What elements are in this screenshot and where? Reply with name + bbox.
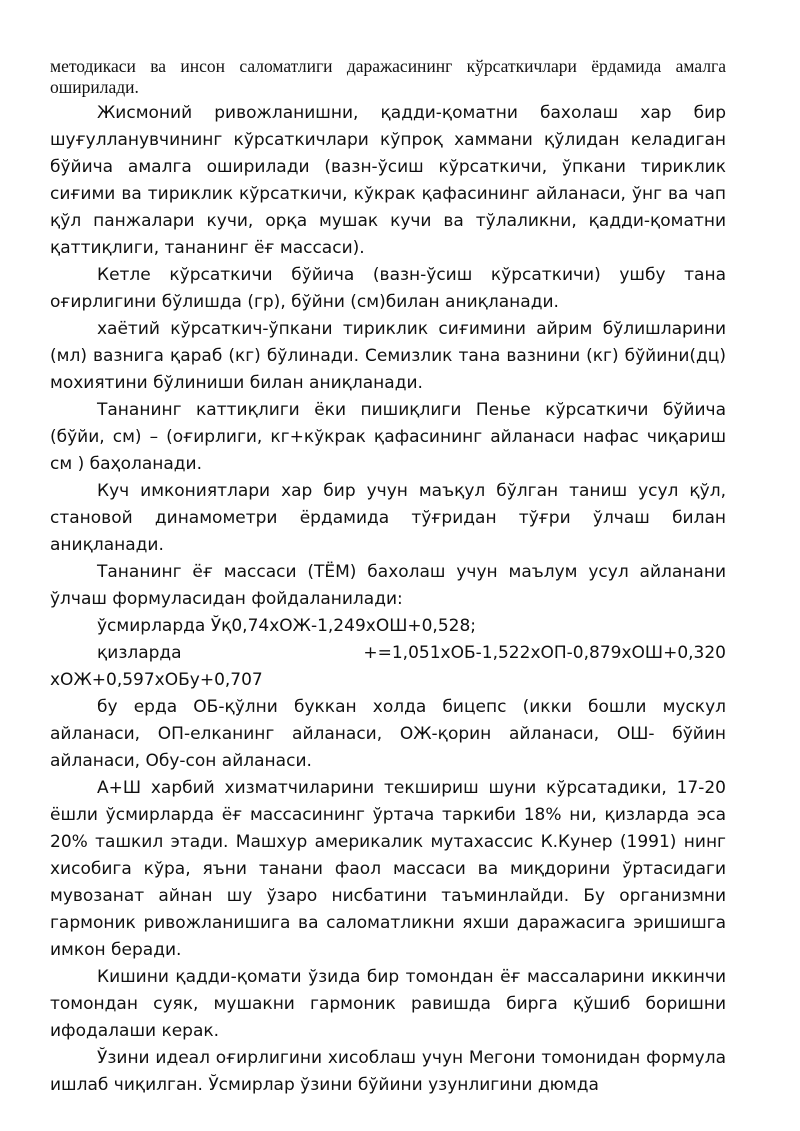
paragraph: Жисмоний ривожланишни, қадди-қоматни бахолаш хар бир шуғулланувчининг кўрсаткичлари кўпроқ хаммани қўлидан келадиган бўйича амалга оширилади (вазн-ўсиш кўрсаткичи, ўпкани тириклик сиғими ва тириклик кўрсаткичи, кўкрак қафасининг айланаси, ўнг ва чап қўл панжалари кучи, орқа мушак кучи ва тўлаликни, қадди-қоматни қаттиқлиги, тананинг ёғ массаси). [50, 103, 726, 258]
paragraph: Ўзини идеал оғирлигини хисоблаш учун Мегони томонидан формула ишлаб чиқилган. Ўсмирлар ўзини бўйини узунлигини дюмда [50, 1048, 726, 1095]
formula-girls: қизларда +=1,051хОБ-1,522хОП-0,879хОШ+0,320 хОЖ+0,597хОБу+0,707 [50, 643, 726, 690]
paragraph: Кетле кўрсаткичи бўйича (вазн-ўсиш кўрсаткичи) ушбу тана оғирлигини бўлишда (гр), бўйни (см)билан аниқланади. [50, 265, 726, 312]
paragraph: Кишини қадди-қомати ўзида бир томондан ёғ массаларини иккинчи томондан суяк, мушакни гармоник равишда бирга қўшиб боришни ифодалаши керак. [50, 967, 726, 1041]
paragraph: Тананинг каттиқлиги ёки пишиқлиги Пенье кўрсаткичи бўйича (бўйи, см) – (оғирлиги, кг+кўкрак қафасининг айланаси нафас чиқариш см ) баҳоланади. [50, 400, 726, 474]
lead-text: методикаси ва инсон саломатлиги даражасининг кўрсаткичлари ёрдамида амалга оширилади. [50, 56, 726, 97]
document-body [50, 100, 726, 1099]
formula-boys: ўсмирларда Ўқ0,74хОЖ-1,249хОШ+0,528; [97, 616, 477, 636]
paragraph: А+Ш харбий хизматчиларини текшириш шуни кўрсатадики, 17-20 ёшли ўсмирларда ёғ массасининг ўртача таркиби 18% ни, қизларда эса 20% ташкил этади. Машхур америкалик мутахассис К.Кунер (1991) нинг хисобига кўра, яъни танани фаол массаси ва миқдорини ўртасидаги мувозанат айнан шу ўзаро нисбатини таъминлайди. Бу организмни гармоник ривожланишига ва саломатликни яхши даражасига эришишга имкон беради. [50, 778, 726, 960]
paragraph: хаётий кўрсаткич-ўпкани тириклик сиғимини айрим бўлишларини (мл) вазнига қараб (кг) бўлинади. Семизлик тана вазнини (кг) бўйини(дц) мохиятини бўлиниши билан аниқланади. [50, 319, 726, 393]
paragraph: Куч имкониятлари хар бир учун маъқул бўлган таниш усул қўл, становой динамометри ёрдамида тўғридан тўғри ўлчаш билан аниқланади. [50, 481, 726, 555]
paragraph: Тананинг ёғ массаси (ТЁМ) бахолаш учун маълум усул айланани ўлчаш формуласидан фойдаланилади: [50, 562, 726, 609]
paragraph: бу ерда ОБ-қўлни буккан холда бицепс (икки бошли мускул айланаси, ОП-елканинг айланаси, ОЖ-қорин айланаси, ОШ- бўйин айланаси, Обу-сон айланаси. [50, 697, 726, 771]
